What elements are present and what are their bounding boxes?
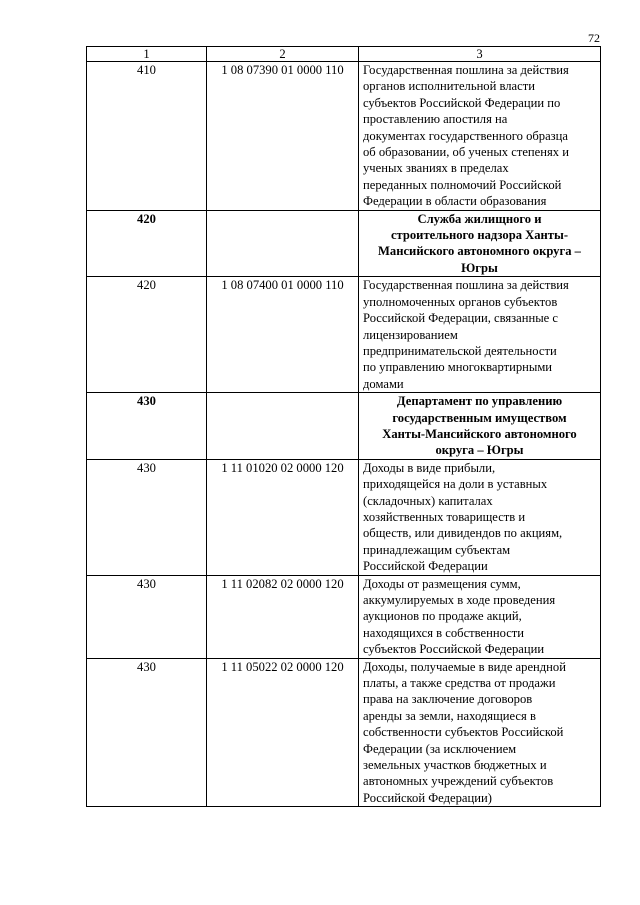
description-line: переданных полномочий Российской [363, 177, 562, 192]
budget-classification-code-cell: 1 11 02082 02 0000 120 [207, 575, 359, 658]
budget-classification-code-cell: 1 11 05022 02 0000 120 [207, 658, 359, 807]
description-line: Федерации (за исключением [363, 741, 517, 756]
description-line: хозяйственных товариществ и [363, 509, 526, 524]
column-header-1: 1 [87, 47, 207, 62]
admin-code-cell: 430 [87, 658, 207, 807]
description-line: предпринимательской деятельности [363, 343, 557, 358]
description-line: права на заключение договоров [363, 692, 533, 707]
description-line: Доходы в виде прибыли, [363, 460, 496, 475]
description-line: об образовании, об ученых степенях и [363, 145, 569, 160]
description-line: документах государственного образца [363, 128, 568, 143]
table-row [87, 459, 601, 575]
description-line: (складочных) капиталах [363, 493, 493, 508]
budget-classification-code-cell [207, 210, 359, 277]
description-line: строительного надзора Ханты- [390, 228, 569, 243]
description-line: Ханты-Мансийского автономного [382, 426, 577, 441]
description-line: Югры [461, 260, 498, 275]
page-number: 72 [588, 31, 600, 45]
description-line: субъектов Российской Федерации по [363, 95, 561, 110]
description-line: субъектов Российской Федерации [363, 642, 545, 657]
description-line: приходящейся на доли в уставных [363, 477, 548, 492]
description-line: Служба жилищного и [417, 211, 542, 226]
description-line: лицензированием [363, 327, 458, 342]
description-line: Федерации в области образования [363, 194, 547, 209]
agency-name-cell [359, 393, 601, 460]
description-line: уполномоченных органов субъектов [363, 294, 558, 309]
description-line: органов исполнительной власти [363, 79, 535, 94]
description-line: Российской Федерации, связанные с [363, 311, 558, 326]
revenue-description-cell [359, 459, 601, 575]
admin-code-cell: 420 [87, 277, 207, 393]
budget-classification-code-cell: 1 08 07390 01 0000 110 [207, 62, 359, 211]
revenue-description-cell [359, 277, 601, 393]
description-line: Государственная пошлина за действия [363, 63, 569, 77]
revenue-description-cell [359, 575, 601, 658]
description-line: аукционов по продаже акций, [363, 609, 522, 624]
admin-code-cell: 410 [87, 62, 207, 211]
description-line: обществ, или дивидендов по акциям, [363, 526, 563, 541]
description-line: округа – Югры [435, 443, 524, 458]
table-row [87, 658, 601, 807]
description-line: государственным имуществом [392, 410, 567, 425]
admin-code-cell: 430 [87, 575, 207, 658]
admin-code-cell: 430 [87, 393, 207, 460]
revenue-description-cell [359, 62, 601, 211]
revenue-description-cell [359, 658, 601, 807]
description-line: по управлению многоквартирными [363, 360, 553, 375]
budget-classification-code-cell: 1 08 07400 01 0000 110 [207, 277, 359, 393]
description-line: Мансийского автономного округа – [378, 244, 581, 259]
description-line: аренды за земли, находящиеся в [363, 708, 536, 723]
description-line: Российской Федерации) [363, 790, 492, 805]
table-row [87, 575, 601, 658]
budget-classification-code-cell [207, 393, 359, 460]
budget-classification-code-cell: 1 11 01020 02 0000 120 [207, 459, 359, 575]
description-line: земельных участков бюджетных и [363, 758, 547, 773]
description-line: собственности субъектов Российской [363, 725, 564, 740]
column-header-3: 3 [359, 47, 601, 62]
table-section-row [87, 393, 601, 460]
description-line: Российской Федерации [363, 559, 488, 574]
description-line: Доходы, получаемые в виде арендной [363, 659, 566, 674]
description-line: проставлению апостиля на [363, 112, 508, 127]
description-line: Государственная пошлина за действия [363, 278, 569, 293]
description-line: Департамент по управлению [396, 394, 563, 409]
table-row [87, 277, 601, 393]
revenue-codes-table [86, 46, 601, 807]
description-line: аккумулируемых в ходе проведения [363, 593, 556, 607]
admin-code-cell: 420 [87, 210, 207, 277]
admin-code-cell: 430 [87, 459, 207, 575]
table-header-row [87, 47, 601, 62]
description-line: автономных учреждений субъектов [363, 774, 554, 789]
description-line: принадлежащим субъектам [363, 542, 511, 557]
column-header-2: 2 [207, 47, 359, 62]
table-row [87, 62, 601, 211]
description-line: Доходы от размещения сумм, [363, 576, 521, 591]
description-line: ученых званиях в пределах [363, 161, 509, 176]
description-line: платы, а также средства от продажи [363, 676, 556, 691]
description-line: домами [363, 376, 404, 391]
table-section-row [87, 210, 601, 277]
agency-name-cell [359, 210, 601, 277]
description-line: находящихся в собственности [363, 625, 525, 640]
